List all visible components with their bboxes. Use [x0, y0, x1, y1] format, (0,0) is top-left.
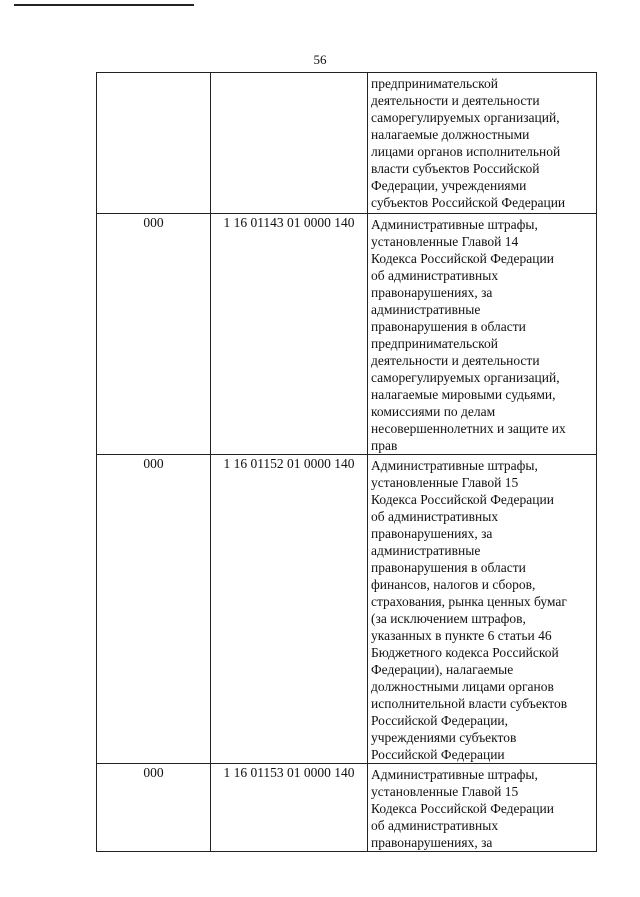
kbk-code-cell: 1 16 01143 01 0000 140 [211, 214, 368, 455]
table-row [97, 764, 597, 852]
description-cell: Административные штрафы, установленные Главой 14 Кодекса Российской Федерации об административных правонарушениях, за административные правонарушения в области предпринимательской деятельности и деятельности саморегулируемых организаций, налагаемые мировыми судьями, комиссиями по делам несовершеннолетних и защите их прав [368, 214, 597, 455]
admin-code-cell: 000 [97, 455, 211, 764]
page-number: 56 [313, 52, 327, 67]
kbk-code-cell: 1 16 01153 01 0000 140 [211, 764, 368, 852]
admin-code-cell [97, 73, 211, 214]
kbk-code-cell [211, 73, 368, 214]
budget-codes-table [96, 72, 597, 852]
admin-code-cell: 000 [97, 214, 211, 455]
table-row [97, 455, 597, 764]
description-cell: предпринимательской деятельности и деятельности саморегулируемых организаций, налагаемые должностными лицами органов исполнительной власти субъектов Российской Федерации, учреждениями субъектов Российской Федерации [368, 73, 597, 214]
table-row [97, 73, 597, 214]
description-cell: Административные штрафы, установленные Главой 15 Кодекса Российской Федерации об административных правонарушениях, за [368, 764, 597, 852]
table-row [97, 214, 597, 455]
admin-code-cell: 000 [97, 764, 211, 852]
kbk-code-cell: 1 16 01152 01 0000 140 [211, 455, 368, 764]
description-cell: Административные штрафы, установленные Главой 15 Кодекса Российской Федерации об административных правонарушениях, за административные правонарушения в области финансов, налогов и сборов, страхования, рынка ценных бумаг (за исключением штрафов, указанных в пункте 6 статьи 46 Бюджетного кодекса Российской Федерации), налагаемые должностными лицами органов исполнительной власти субъектов Российской Федерации, учреждениями субъектов Российской Федерации [368, 455, 597, 764]
header-rule [14, 4, 194, 6]
